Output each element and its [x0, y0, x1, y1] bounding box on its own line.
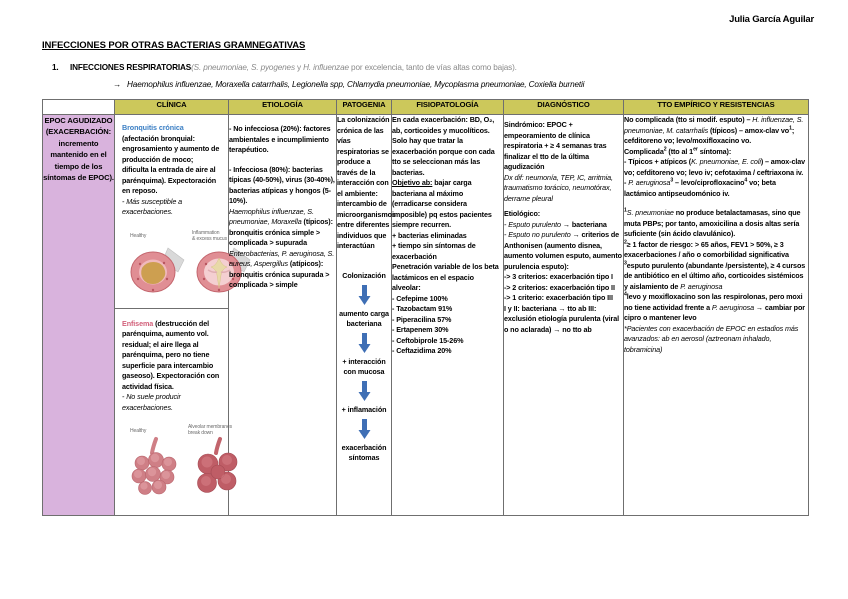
diag-esputo-purulento	[504, 220, 623, 231]
etiologia-gap-1	[229, 156, 336, 165]
bronquitis-body: (afectación bronquial: engrosamiento y aumento de producción de moco; dificulta la entrada de aire al parénquima). Expectoración en reposo.	[122, 133, 220, 196]
table-header-row	[43, 100, 809, 115]
diag-criterio-1: -> 1 criterio: exacerbación tipo III	[504, 293, 613, 303]
cell-clinica	[115, 115, 233, 516]
column-header-fisiopatologia: FISIOPATOLOGÍA	[392, 100, 504, 115]
tto-no-complicada-label: No complicada (tto si modif. esputo) –	[624, 115, 753, 124]
tto-ordinal-er: er	[693, 146, 698, 153]
art-label-inflammation: Inflammation	[192, 229, 220, 236]
section-heading	[52, 63, 517, 72]
diag-esputo-no-purulento-italic: - Esputo no purulento	[504, 230, 571, 240]
enfisema-paragraph	[122, 319, 221, 393]
diag-conducta: I y II: bacteriana → tto ab III: exclusión etiología purulenta (viral o no aclarada) → no tto ab	[504, 303, 620, 334]
fisio-exacerbacion-tto: En cada exacerbación: BD, O₂, ab, corticoides y mucolíticos.	[392, 115, 495, 135]
tto-footnote-ref-3: 3	[670, 177, 674, 184]
footnote-4-rest: → cambiar por cipro o mantener levo	[624, 302, 805, 323]
flow-node-inflamacion: + inflamación	[341, 405, 387, 415]
footnote-1-marker: 1	[624, 207, 627, 214]
bronquitis-note: - Más susceptible a exacerbaciones.	[122, 196, 183, 217]
tto-no-complicada-species: H. influenzae, S. pneumoniae, M. catarrhalis	[624, 115, 804, 135]
tto-footnote-ref-2: 2	[663, 146, 667, 153]
cell-tto-empirico	[624, 115, 809, 516]
flow-node-colonizacion: Colonización	[342, 270, 386, 280]
bronquitis-paragraph	[122, 123, 221, 197]
down-arrow-icon-3	[358, 381, 371, 401]
flow-node-carga-bacteriana: aumento carga bacteriana	[339, 308, 389, 328]
tto-pseudomonas-dash: -	[624, 178, 629, 188]
diag-etiologico-label: Etiológico:	[504, 209, 541, 219]
row-label-epoc: EPOC AGUDIZADO (EXACERBACIÓN: incremento mantenido en el tiempo de los síntomas de EPOC).	[43, 115, 115, 516]
fisio-drug-piperacilina: - Piperacilina 57%	[392, 314, 452, 324]
tto-tipicos-rest: ) – amox-clav vo; cefditoreno vo; levo iv; cefotaxima / ceftriaxona iv.	[624, 157, 806, 177]
paren-species-a: S. pneumoniae, S. pyogenes	[193, 63, 295, 72]
tto-no-complicada-rest: ; cefditoreno vo; levo/moxifloxacino vo.	[624, 125, 795, 146]
etiologia-atipicos-body: (atípicos): bronquitis crónica supurada > complicada > simple	[229, 259, 330, 290]
down-arrow-icon-2	[358, 333, 371, 353]
diag-esputo-purulento-rest: → bacteriana	[560, 219, 607, 229]
footnote-3-text: esputo purulento (abundante /persistente), ≥ 4 cursos de antibiótico en el último año, corticoides sistémicos y aislamiento de	[624, 260, 806, 291]
column-header-diagnostico: DIAGNÓSTICO	[504, 100, 624, 115]
diag-diferencial: Dx dif: neumonía, TEP, IC, arritmia, traumatismo torácico, neumotórax, derrame pleural	[504, 172, 613, 203]
fisio-drug-tazobactam: - Tazobactam 91%	[392, 304, 453, 314]
art-label-excess-mucus: & excess mucus	[192, 235, 228, 242]
flow-node-interaccion-mucosa: + interacción con mucosa	[342, 356, 386, 377]
bronquitis-heading: Bronquitis crónica	[122, 123, 184, 132]
clinica-bronquitis-block	[115, 115, 228, 308]
author-name: Julia García Aguilar	[729, 14, 814, 25]
tto-no-complicada	[624, 115, 808, 147]
fisio-objetivo	[392, 178, 503, 231]
fisio-drug-ertapenem: - Ertapenem 30%	[392, 325, 449, 335]
fisio-bacterias-eliminadas: + bacterias eliminadas	[392, 230, 467, 240]
tto-footnote-ref-4: 4	[744, 177, 748, 184]
diag-esputo-purulento-italic: - Esputo purulento	[504, 219, 561, 229]
tto-pseudomonas-rest: vo; beta lactámico antipseudomónico iv.	[624, 178, 776, 198]
footnote-3-species: P. aeruginosa	[680, 281, 723, 291]
tto-complicada-header	[624, 147, 808, 158]
fisio-tiempo-sin-sintomas: + tiempo sin síntomas de exacerbación	[392, 241, 476, 261]
tto-pseudomonas	[624, 178, 808, 199]
etiologia-tipicos-species: Haemophilus influenzae, S. pneumoniae, Moraxella	[229, 206, 314, 227]
section-parenthetical	[191, 63, 517, 72]
art-label-break-down: break down	[188, 430, 213, 437]
paren-species-b: H. influenzae	[303, 63, 349, 72]
column-header-clinica: CLÍNICA	[115, 100, 229, 115]
tto-no-complicada-body: (típicos) – amox-clav vo	[708, 125, 790, 135]
tto-footnote-1	[624, 208, 808, 240]
etiologia-tipicos-body: (típicos): bronquitis crónica simple > complicada > supurada	[229, 217, 333, 248]
footnote-2-marker: 2	[624, 239, 627, 246]
fisio-solo-tratar: Solo hay que tratar la exacerbación porque con cada tto se seleccionan más las bacterias.	[392, 136, 495, 177]
etiologia-no-infecciosa: - No infecciosa (20%): factores ambientales e incumplimiento terapéutico.	[229, 124, 331, 155]
cell-etiologia	[229, 115, 337, 516]
fisio-drug-ceftazidima: - Ceftazidima 20%	[392, 346, 452, 356]
diag-criterio-3: -> 3 criterios: exacerbación tipo I	[504, 272, 613, 282]
diag-sindromico: Sindrómico: EPOC + empeoramiento de clínica respiratoria + ≥ 4 semanas tras finalizar el tto de la última agudización	[504, 120, 607, 172]
column-header-etiologia: ETIOLOGÍA	[229, 100, 337, 115]
enfisema-note: - No suele producir exacerbaciones.	[122, 392, 181, 412]
etiologia-top-gap	[229, 115, 336, 124]
right-arrow-icon: →	[113, 80, 122, 89]
diag-criterio-2: -> 2 criterios: exacerbación tipo II	[504, 282, 615, 292]
fisio-objetivo-label: Objetivo ab:	[392, 178, 433, 188]
footnote-3-marker: 3	[624, 260, 627, 267]
footnote-4-text: levo y moxifloxacino son las respirolonas, pero moxi no tiene actividad frente a	[624, 292, 803, 312]
art-label-alveolar-membranes: Alveolar membranes	[188, 424, 233, 431]
organisms-list-line	[113, 80, 584, 89]
tto-footnote-2	[624, 240, 808, 261]
tto-footnote-star: *Pacientes con exacerbación de EPOC en estadios más avanzados: ab en aerosol (aztreonam inhalado, tobramicina)	[624, 323, 799, 354]
section-title: INFECCIONES RESPIRATORIAS	[70, 63, 192, 72]
tto-notes-gap	[624, 199, 808, 208]
column-header-patogenia: PATOGENIA	[337, 100, 392, 115]
tto-complicada-end: síntoma):	[697, 146, 732, 156]
art-label-healthy-left: Healthy	[130, 232, 147, 239]
footnote-4-species: P. aeruginosa	[711, 302, 755, 312]
footnote-2-text: ≥ 1 factor de riesgo: > 65 años, FEV1 > 50%, ≥ 3 exacerbaciones / año o comorbilidad significativa	[624, 239, 789, 260]
column-header-tto: TTO EMPÍRICO Y RESISTENCIAS	[624, 100, 809, 115]
cell-fisiopatologia	[392, 115, 504, 516]
etiologia-infecciosa: - Infecciosa (80%): bacterias típicas (40-50%), virus (30-40%), bacterias atípicas y hongos (5-10%).	[229, 164, 335, 206]
organisms-list: Haemophilus influenzae, Moraxella catarrhalis, Legionella spp, Chlamydia pneumoniae, Mycoplasma pneumoniae, Coxiella burnetii	[127, 80, 585, 89]
tto-tipicos-atipicos	[624, 157, 808, 178]
tto-complicada-mid: (tto al 1	[666, 146, 694, 156]
tto-pseudomonas-drug: – levo/ciprofloxacino	[673, 178, 745, 188]
tto-footnote-4	[624, 292, 808, 324]
down-arrow-icon-4	[358, 419, 371, 439]
fisio-drug-ceftobiprole: - Ceftobiprole 15-26%	[392, 335, 464, 345]
tto-tipicos-species: K. pneumoniae, E. coli	[691, 157, 761, 167]
paren-rest: por excelencia, tanto de vías altas como bajas).	[348, 63, 517, 72]
patogenia-flow-diagram	[337, 270, 391, 465]
patogenia-paragraph: La colonización crónica de las vías respiratorias se produce a través de la interacción con el ambiente: intercambio de microorganismos entre diferentes individuos que interactúan	[337, 115, 396, 251]
table-row	[43, 115, 809, 516]
tto-pseudomonas-species: P. aeruginosa	[628, 178, 671, 188]
etiologia-tipicos	[229, 207, 336, 249]
fisio-objetivo-text: bajar carga bacteriana al máximo (erradicarse considera imposible) pq estos pacientes siempre recurren.	[392, 178, 492, 230]
enfisema-heading: Enfisema	[122, 318, 154, 328]
section-number: 1.	[52, 63, 59, 72]
etiologia-atipicos	[229, 249, 336, 291]
cell-patogenia	[337, 115, 396, 516]
diag-esputo-no-purulento	[504, 230, 623, 272]
epoc-table	[42, 99, 809, 516]
fisio-drug-cefepime: - Cefepime 100%	[392, 293, 448, 303]
etiologia-atipicos-species: Enterobacterias, P. aeruginosa, S. aureus, Aspergillus	[229, 248, 335, 269]
tto-tipicos-label: - Típicos + atípicos (	[624, 157, 692, 167]
paren-conjunction: y	[294, 63, 304, 72]
tto-complicada-label: Complicada	[624, 146, 664, 156]
document-title: INFECCIONES POR OTRAS BACTERIAS GRAMNEGATIVAS	[42, 40, 306, 51]
footnote-1-species: S. pneumoniae	[626, 208, 674, 218]
footnote-1-text: no produce betalactamasas, sino que muta PBPs; por tanto, amoxicilina a dosis altas sería suficiente (sin ácido clavulánico).	[624, 208, 801, 239]
cell-diagnostico	[504, 115, 624, 516]
paren-open: (	[191, 63, 194, 72]
flow-node-exacerbacion: exacerbación síntomas	[341, 443, 387, 463]
art-label-healthy-right: Healthy	[130, 428, 147, 435]
fisio-penetracion: Penetración variable de los beta lactámicos en el espacio alveolar:	[392, 262, 499, 293]
down-arrow-icon-1	[358, 285, 371, 305]
header-spacer	[43, 100, 115, 115]
diag-esputo-no-purulento-rest: → criterios de Anthonisen (aumento disnea, aumento volumen esputo, aumento purulencia esputo):	[504, 230, 622, 271]
footnote-4-marker: 4	[624, 291, 627, 298]
tto-footnote-ref-1: 1	[789, 125, 792, 132]
enfisema-body: (destrucción del parénquima, aumento vol. residual; el aire llega al parénquima, pero no tiene superficie para intercambio gaseoso). Expectoración con actividad física.	[122, 318, 220, 391]
tto-footnote-3	[624, 261, 808, 293]
clinica-enfisema-block	[115, 308, 233, 516]
